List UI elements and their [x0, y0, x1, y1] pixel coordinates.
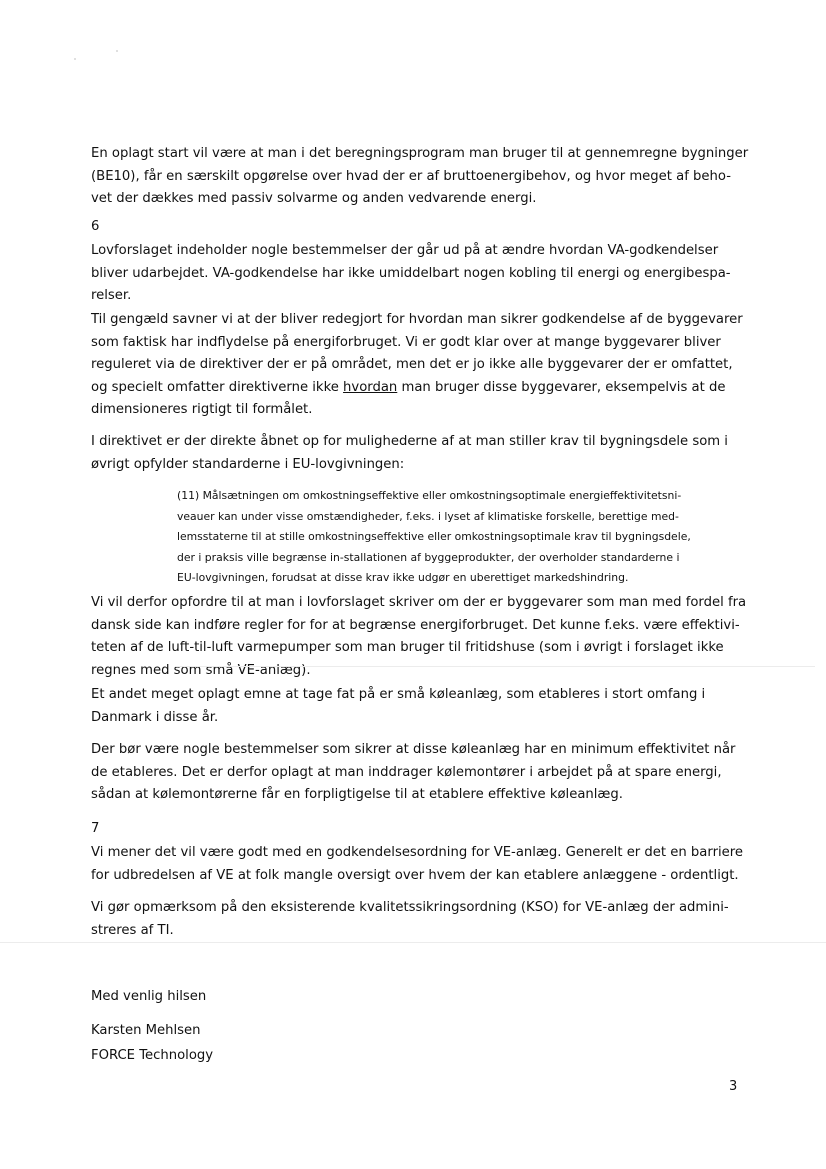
scan-line — [0, 942, 826, 943]
underlined-word: hvordan — [343, 379, 398, 395]
text-line: Der bør være nogle bestemmelser som sikrer at disse køleanlæg har en minimum effektivitet når — [91, 742, 736, 757]
text-line: dimensioneres rigtigt til formålet. — [91, 402, 313, 417]
text-line: reguleret via de direktiver der er på området, men det er jo ikke alle byggevarer der er omfattet, — [91, 357, 733, 372]
paragraph-be10 — [91, 143, 751, 211]
text-line: Vi vil derfor opfordre til at man i lovforslaget skriver om der er byggevarer som man med fordel fra — [91, 595, 747, 610]
quote-line: EU-lovgivningen, forudsat at disse krav ikke udgør en uberettiget markedshindring. — [177, 571, 629, 584]
paragraph-godkendelsesordning — [91, 842, 751, 887]
text-line: dansk side kan indføre regler for for at begrænse energiforbruget. Det kunne f.eks. være effektivi- — [91, 617, 740, 633]
scan-speck — [74, 58, 76, 60]
text-line: (BE10), får en særskilt opgørelse over hvad der er af bruttoenergibehov, og hvor meget af beho- — [91, 168, 731, 184]
text-line: Lovforslaget indeholder nogle bestemmelser der går ud på at ændre hvordan VA-godkendelser — [91, 243, 719, 258]
text-line: streres af TI. — [91, 922, 174, 938]
paragraph-opfordre — [91, 592, 751, 682]
text-line: Til gengæld savner vi at der bliver redegjort for hvordan man sikrer godkendelse af de byggevarer — [91, 312, 743, 327]
text-segment: og specielt omfatter direktiverne ikke — [91, 379, 344, 395]
paragraph-koeleanlaeg — [91, 684, 751, 729]
text-line: relser. — [91, 288, 132, 303]
paragraph-kso — [91, 897, 751, 942]
paragraph-va-godkendelse — [91, 240, 751, 308]
directive-quote — [177, 486, 747, 589]
text-line: vet der dækkes med passiv solvarme og anden vedvarende energi. — [91, 191, 537, 206]
paragraph-direktiv — [91, 431, 751, 476]
text-line: Vi mener det vil være godt med en godkendelsesordning for VE-anlæg. Generelt er det en barriere — [91, 845, 744, 860]
text-segment: man bruger disse byggevarer, eksempelvis at de — [397, 379, 726, 395]
paragraph-bestemmelser — [91, 739, 751, 807]
closing-greeting: Med venlig hilsen — [91, 989, 207, 1004]
section-number-7: 7 — [91, 821, 100, 836]
paragraph-byggevarer — [91, 309, 751, 422]
text-line: de etableres. Det er derfor oplagt at man inddrager kølemontører i arbejdet på at spare energi, — [91, 764, 722, 780]
text-line: for udbredelsen af VE at folk mangle oversigt over hvem der kan etablere anlæggene - ordentligt. — [91, 867, 739, 883]
scan-line — [175, 666, 815, 667]
text-line: En oplagt start vil være at man i det beregningsprogram man bruger til at gennemregne bygninger — [91, 146, 749, 161]
text-line: Et andet meget oplagt emne at tage fat på er små køleanlæg, som etableres i stort omfang i — [91, 687, 706, 702]
section-number-6: 6 — [91, 219, 100, 234]
text-line: I direktivet er der direkte åbnet op for mulighederne af at man stiller krav til bygningsdele som i — [91, 434, 728, 449]
quote-line: (11) Målsætningen om omkostningseffektive eller omkostningsoptimale energieffektivitetsni- — [177, 489, 682, 502]
signature-company: FORCE Technology — [91, 1048, 214, 1063]
signature-name: Karsten Mehlsen — [91, 1023, 201, 1038]
quote-line: der i praksis ville begrænse in-stallationen af byggeprodukter, der overholder standarderne i — [177, 550, 680, 564]
text-line: som faktisk har indflydelse på energiforbruget. Vi er godt klar over at mange byggevarer bliver — [91, 334, 721, 350]
text-line: teten af de luft-til-luft varmepumper som man bruger til fritidshuse (som i øvrigt i forslaget ikke — [91, 640, 724, 655]
text-line — [91, 377, 751, 400]
text-line: øvrigt opfylder standarderne i EU-lovgivningen: — [91, 456, 405, 472]
text-line: Danmark i disse år. — [91, 709, 219, 725]
text-line: sådan at kølemontørerne får en forpligtigelse til at etablere effektive køleanlæg. — [91, 787, 623, 802]
text-line: bliver udarbejdet. VA-godkendelse har ikke umiddelbart nogen kobling til energi og energibespa- — [91, 265, 731, 281]
text-line: Vi gør opmærksom på den eksisterende kvalitetssikringsordning (KSO) for VE-anlæg der admini- — [91, 900, 729, 915]
scan-speck — [116, 50, 118, 52]
page-number: 3 — [729, 1079, 738, 1094]
quote-line: lemsstaterne til at stille omkostningseffektive eller omkostningsoptimale krav til bygningsdele, — [177, 530, 691, 543]
text-line: regnes med som små VE-anlæg). — [91, 662, 311, 678]
quote-line: veauer kan under visse omstændigheder, f.eks. i lyset af klimatiske forskelle, berettige med- — [177, 509, 679, 523]
